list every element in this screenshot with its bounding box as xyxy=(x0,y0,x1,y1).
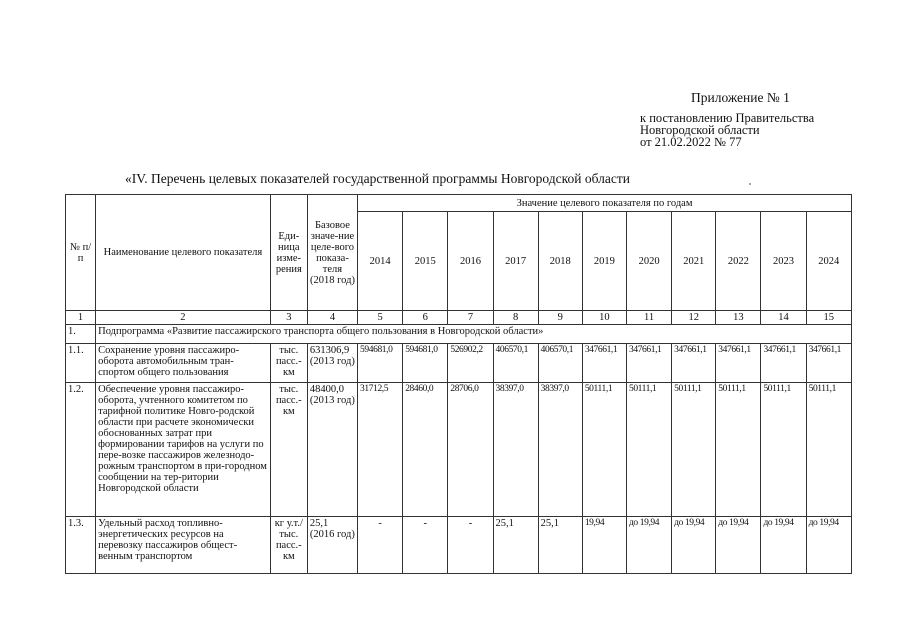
header-year: 2016 xyxy=(448,212,493,311)
column-number: 12 xyxy=(672,311,716,325)
row-value: 28706,0 xyxy=(448,383,493,517)
header-name: Наименование целевого показателя xyxy=(96,195,271,311)
column-number: 7 xyxy=(448,311,493,325)
row-value: 50111,1 xyxy=(582,383,626,517)
row-value: до 19,94 xyxy=(626,517,671,574)
row-value: - xyxy=(358,517,403,574)
column-number: 6 xyxy=(403,311,448,325)
header-unit: Еди-ница изме-рения xyxy=(270,195,307,311)
appendix-line-2: Новгородской области xyxy=(640,123,760,137)
header-year: 2022 xyxy=(716,212,761,311)
row-unit: тыс. пасс.-км xyxy=(270,344,307,383)
row-value: 594681,0 xyxy=(403,344,448,383)
appendix-title: Приложение № 1 xyxy=(691,90,790,105)
row-value: 347661,1 xyxy=(626,344,671,383)
row-base: 48400,0 (2013 год) xyxy=(307,383,357,517)
row-value: 25,1 xyxy=(493,517,538,574)
column-number: 10 xyxy=(582,311,626,325)
document-title: «IV. Перечень целевых показателей государственной программы Новгородской области xyxy=(125,171,630,186)
subprogram-title: Подпрограмма «Развитие пассажирского транспорта общего пользования в Новгородской области» xyxy=(96,325,852,344)
row-value: 19,94 xyxy=(582,517,626,574)
row-value: 406570,1 xyxy=(493,344,538,383)
header-year: 2018 xyxy=(538,212,582,311)
header-values-group: Значение целевого показателя по годам xyxy=(358,195,852,212)
column-number: 9 xyxy=(538,311,582,325)
row-value: - xyxy=(403,517,448,574)
row-num: 1.3. xyxy=(66,517,96,574)
row-name: Обеспечение уровня пассажиро-оборота, учтенного комитетом по тарифной политике Новго-родской области при расчете экономически обоснованных затрат при формировании тарифов на услуги по пере-возке пассажиров железнодо-рожным транспортом в при-городном сообщении на тер-ритории Новгородской области xyxy=(96,383,271,517)
row-value: - xyxy=(448,517,493,574)
header-year: 2024 xyxy=(806,212,851,311)
column-number-row xyxy=(66,311,852,325)
row-value: 347661,1 xyxy=(672,344,716,383)
header-year: 2023 xyxy=(761,212,806,311)
subprogram-num: 1. xyxy=(66,325,96,344)
header-year: 2017 xyxy=(493,212,538,311)
row-base: 631306,9 (2013 год) xyxy=(307,344,357,383)
row-value: 50111,1 xyxy=(672,383,716,517)
row-value: до 19,94 xyxy=(716,517,761,574)
scan-speck xyxy=(749,183,751,185)
header-base: Базовое значе-ние целе-вого показа-теля (2018 год) xyxy=(307,195,357,311)
row-value: 347661,1 xyxy=(761,344,806,383)
row-value: 526902,2 xyxy=(448,344,493,383)
row-unit: кг у.т./ тыс. пасс.-км xyxy=(270,517,307,574)
row-value: 38397,0 xyxy=(538,383,582,517)
row-num: 1.1. xyxy=(66,344,96,383)
header-year: 2019 xyxy=(582,212,626,311)
appendix-block xyxy=(640,92,880,148)
row-unit: тыс. пасс.-км xyxy=(270,383,307,517)
column-number: 14 xyxy=(761,311,806,325)
row-value: 347661,1 xyxy=(582,344,626,383)
row-value: 50111,1 xyxy=(626,383,671,517)
column-number: 8 xyxy=(493,311,538,325)
column-number: 11 xyxy=(626,311,671,325)
row-value: до 19,94 xyxy=(806,517,851,574)
header-year: 2021 xyxy=(672,212,716,311)
row-value: 50111,1 xyxy=(716,383,761,517)
header-year: 2014 xyxy=(358,212,403,311)
column-number: 15 xyxy=(806,311,851,325)
row-value: 347661,1 xyxy=(806,344,851,383)
row-value: 38397,0 xyxy=(493,383,538,517)
row-value: 406570,1 xyxy=(538,344,582,383)
row-value: до 19,94 xyxy=(761,517,806,574)
column-number: 13 xyxy=(716,311,761,325)
table-row xyxy=(66,517,852,574)
row-base: 25,1 (2016 год) xyxy=(307,517,357,574)
table-row xyxy=(66,383,852,517)
row-value: до 19,94 xyxy=(672,517,716,574)
row-value: 50111,1 xyxy=(806,383,851,517)
row-value: 28460,0 xyxy=(403,383,448,517)
column-number: 3 xyxy=(270,311,307,325)
header-year: 2020 xyxy=(626,212,671,311)
row-value: 594681,0 xyxy=(358,344,403,383)
table-row xyxy=(66,344,852,383)
column-number: 5 xyxy=(358,311,403,325)
row-name: Сохранение уровня пассажиро-оборота автомобильным тран-спортом общего пользования xyxy=(96,344,271,383)
row-name: Удельный расход топливно-энергетических ресурсов на перевозку пассажиров общест-венным транспортом xyxy=(96,517,271,574)
subprogram-row xyxy=(66,325,852,344)
appendix-line-3: от 21.02.2022 № 77 xyxy=(640,135,742,149)
row-value: 347661,1 xyxy=(716,344,761,383)
header-num: № п/п xyxy=(66,195,96,311)
row-value: 31712,5 xyxy=(358,383,403,517)
column-number: 1 xyxy=(66,311,96,325)
row-num: 1.2. xyxy=(66,383,96,517)
row-value: 25,1 xyxy=(538,517,582,574)
indicators-table xyxy=(65,194,852,574)
column-number: 2 xyxy=(96,311,271,325)
header-year: 2015 xyxy=(403,212,448,311)
column-number: 4 xyxy=(307,311,357,325)
row-value: 50111,1 xyxy=(761,383,806,517)
appendix-line-1: к постановлению Правительства xyxy=(640,111,815,125)
